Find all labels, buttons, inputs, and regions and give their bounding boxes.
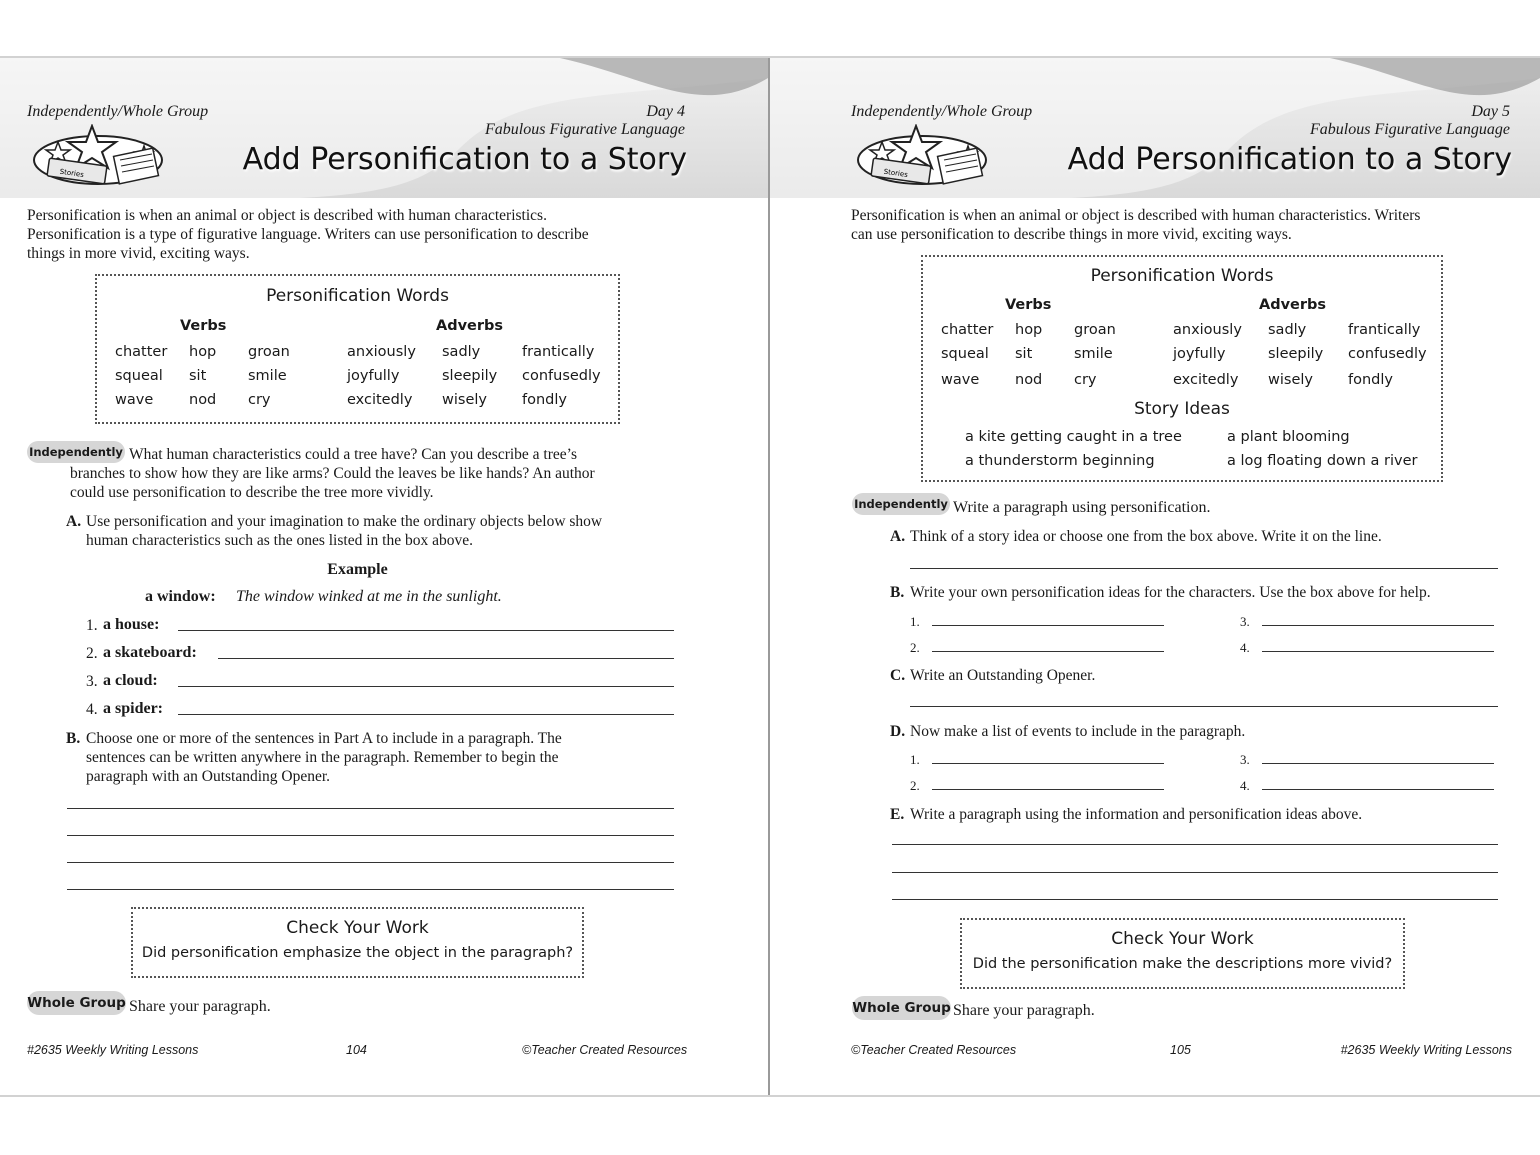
page-bottom-edge <box>0 1095 1540 1097</box>
verb-word: squeal <box>115 368 163 384</box>
paragraph-line[interactable] <box>67 862 674 863</box>
part-b-label: B. <box>66 730 81 747</box>
adverb-word: joyfully <box>347 368 400 384</box>
part-b-line-2: sentences can be written anywhere in the paragraph. Remember to begin the <box>86 749 559 766</box>
part-b-label: B. <box>890 584 905 601</box>
intro-line-1: Personification is when an animal or object is described with human characteristics. <box>27 207 547 224</box>
footer-page-number: 104 <box>346 1043 367 1057</box>
share-text: Share your paragraph. <box>129 998 271 1015</box>
idea-number: 3. <box>1240 614 1250 629</box>
answer-line[interactable] <box>910 568 1498 569</box>
verb-word: sit <box>189 368 207 384</box>
answer-line[interactable] <box>932 763 1164 764</box>
answer-line[interactable] <box>910 706 1498 707</box>
part-a-line-1: Use personification and your imagination to make the ordinary objects below show <box>86 513 603 530</box>
stories-book-logo-icon <box>856 124 991 188</box>
part-a-line-2: human characteristics such as the ones listed in the box above. <box>86 532 473 549</box>
intro-line-2: Personification is a type of figurative language. Writers can use personification to describe <box>27 226 589 243</box>
share-text: Share your paragraph. <box>953 1002 1095 1019</box>
check-title: Check Your Work <box>1111 929 1254 949</box>
answer-line[interactable] <box>218 658 674 659</box>
example-sentence: The window winked at me in the sunlight. <box>236 588 502 605</box>
verb-word: cry <box>1074 372 1097 388</box>
independently-badge: Independently <box>27 441 125 463</box>
verb-word: hop <box>1015 322 1043 338</box>
verb-word: squeal <box>941 346 989 362</box>
verb-word: wave <box>941 372 980 388</box>
adverb-word: fondly <box>1348 372 1393 388</box>
part-c-text: Write an Outstanding Opener. <box>910 667 1096 684</box>
adverb-word: wisely <box>1268 372 1313 388</box>
adverb-word: joyfully <box>1173 346 1226 362</box>
intro-line-3: things in more vivid, exciting ways. <box>27 245 250 262</box>
footer-publisher: ©Teacher Created Resources <box>851 1043 1017 1057</box>
part-b-line-1: Choose one or more of the sentences in Part A to include in a paragraph. The <box>86 730 562 747</box>
item-label: a spider: <box>103 700 163 717</box>
part-d-text: Now make a list of events to include in the paragraph. <box>910 723 1246 740</box>
idea-number: 1. <box>910 614 920 629</box>
intro-line-2: can use personification to describe things in more vivid, exciting ways. <box>851 226 1292 243</box>
question-line-2: branches to show how they are like arms? Could the leaves be like hands? An author <box>70 465 595 482</box>
footer-book: #2635 Weekly Writing Lessons <box>27 1043 199 1057</box>
part-b-text: Write your own personification ideas for the characters. Use the box above for help. <box>910 584 1431 601</box>
question-line-1: What human characteristics could a tree have? Can you describe a tree’s <box>129 446 578 463</box>
header-section-label: Independently/Whole Group <box>851 103 1033 120</box>
footer-page-number: 105 <box>1170 1043 1191 1057</box>
adverb-word: confusedly <box>1348 346 1427 362</box>
event-number: 3. <box>1240 752 1250 767</box>
part-a-label: A. <box>66 513 82 530</box>
part-c-label: C. <box>890 667 906 684</box>
check-your-work-box <box>960 918 1405 989</box>
page-title: Add Personification to a Story <box>242 142 687 177</box>
story-idea: a thunderstorm beginning <box>965 453 1155 469</box>
paragraph-line[interactable] <box>892 899 1498 900</box>
item-number: 4. <box>86 701 98 718</box>
logo-label: Stories <box>59 167 85 179</box>
answer-line[interactable] <box>178 714 674 715</box>
story-idea: a log floating down a river <box>1227 453 1418 469</box>
verb-word: cry <box>248 392 271 408</box>
header-subtitle: Fabulous Figurative Language <box>1310 121 1510 138</box>
personification-words-box <box>921 255 1443 482</box>
adverbs-heading: Adverbs <box>1259 297 1327 313</box>
stories-book-logo-icon <box>32 124 167 188</box>
adverb-word: sleepily <box>1268 346 1324 362</box>
adverb-word: sadly <box>442 344 481 360</box>
answer-line[interactable] <box>1262 651 1494 652</box>
logo-label: Stories <box>883 167 909 179</box>
item-number: 3. <box>86 673 98 690</box>
question-line-3: could use personification to describe the tree more vividly. <box>70 484 434 501</box>
answer-line[interactable] <box>1262 763 1494 764</box>
box-title: Personification Words <box>266 286 449 306</box>
independently-badge: Independently <box>852 493 950 515</box>
adverbs-heading: Adverbs <box>436 318 504 334</box>
adverb-word: anxiously <box>347 344 416 360</box>
verb-word: wave <box>115 392 154 408</box>
check-title: Check Your Work <box>286 918 429 938</box>
verb-word: smile <box>1074 346 1113 362</box>
header-day: Day 4 <box>646 103 685 120</box>
adverb-word: anxiously <box>1173 322 1242 338</box>
page-title: Add Personification to a Story <box>1067 142 1512 177</box>
adverb-word: sadly <box>1268 322 1307 338</box>
adverb-word: sleepily <box>442 368 498 384</box>
event-number: 4. <box>1240 778 1250 793</box>
item-number: 1. <box>86 617 98 634</box>
item-number: 2. <box>86 645 98 662</box>
part-a-label: A. <box>890 528 906 545</box>
answer-line[interactable] <box>178 686 674 687</box>
paragraph-line[interactable] <box>67 889 674 890</box>
paragraph-line[interactable] <box>67 808 674 809</box>
idea-number: 2. <box>910 640 920 655</box>
part-b-line-3: paragraph with an Outstanding Opener. <box>86 768 331 785</box>
answer-line[interactable] <box>932 789 1164 790</box>
box-title: Personification Words <box>1090 266 1274 286</box>
item-label: a house: <box>103 616 160 633</box>
part-e-text: Write a paragraph using the information and personification ideas above. <box>910 806 1363 823</box>
verb-word: nod <box>1015 372 1043 388</box>
adverb-word: frantically <box>1348 322 1421 338</box>
part-e-label: E. <box>890 806 905 823</box>
verb-word: smile <box>248 368 287 384</box>
footer-publisher: ©Teacher Created Resources <box>522 1043 688 1057</box>
item-label: a cloud: <box>103 672 158 689</box>
adverb-word: fondly <box>522 392 567 408</box>
whole-group-badge: Whole Group <box>27 991 126 1015</box>
paragraph-line[interactable] <box>67 835 674 836</box>
part-a-text: Think of a story idea or choose one from the box above. Write it on the line. <box>910 528 1382 545</box>
paragraph-line[interactable] <box>892 844 1498 845</box>
event-number: 2. <box>910 778 920 793</box>
answer-line[interactable] <box>178 630 674 631</box>
page-105 <box>770 58 1540 1095</box>
verb-word: groan <box>248 344 290 360</box>
check-your-work-box <box>131 907 584 978</box>
part-d-label: D. <box>890 723 906 740</box>
story-idea: a plant blooming <box>1227 429 1350 445</box>
header-section-label: Independently/Whole Group <box>27 103 209 120</box>
verbs-heading: Verbs <box>1005 297 1052 313</box>
answer-line[interactable] <box>1262 625 1494 626</box>
instruction: Write a paragraph using personification. <box>953 499 1211 516</box>
adverb-word: excitedly <box>1173 372 1239 388</box>
answer-line[interactable] <box>932 625 1164 626</box>
idea-number: 4. <box>1240 640 1250 655</box>
adverb-word: wisely <box>442 392 487 408</box>
header-subtitle: Fabulous Figurative Language <box>485 121 685 138</box>
verb-word: hop <box>189 344 217 360</box>
event-number: 1. <box>910 752 920 767</box>
item-label: a skateboard: <box>103 644 197 661</box>
verb-word: chatter <box>115 344 168 360</box>
footer-book: #2635 Weekly Writing Lessons <box>1340 1043 1512 1057</box>
verbs-heading: Verbs <box>180 318 227 334</box>
adverb-word: confusedly <box>522 368 601 384</box>
answer-line[interactable] <box>932 651 1164 652</box>
example-object: a window: <box>145 588 216 605</box>
adverb-word: frantically <box>522 344 595 360</box>
personification-words-box <box>95 274 620 424</box>
verb-word: groan <box>1074 322 1116 338</box>
whole-group-badge: Whole Group <box>852 996 951 1020</box>
example-heading: Example <box>327 561 388 578</box>
header-day: Day 5 <box>1471 103 1510 120</box>
intro-line-1: Personification is when an animal or object is described with human characteristics. Writers <box>851 207 1421 224</box>
adverb-word: excitedly <box>347 392 413 408</box>
verb-word: sit <box>1015 346 1033 362</box>
story-idea: a kite getting caught in a tree <box>965 429 1182 445</box>
check-text: Did personification emphasize the object in the paragraph? <box>141 945 574 961</box>
verb-word: nod <box>189 392 217 408</box>
paragraph-line[interactable] <box>892 872 1498 873</box>
verb-word: chatter <box>941 322 994 338</box>
answer-line[interactable] <box>1262 789 1494 790</box>
story-ideas-heading: Story Ideas <box>1134 399 1230 419</box>
check-text: Did the personification make the descriptions more vivid? <box>972 956 1393 972</box>
page-104 <box>0 58 768 1095</box>
